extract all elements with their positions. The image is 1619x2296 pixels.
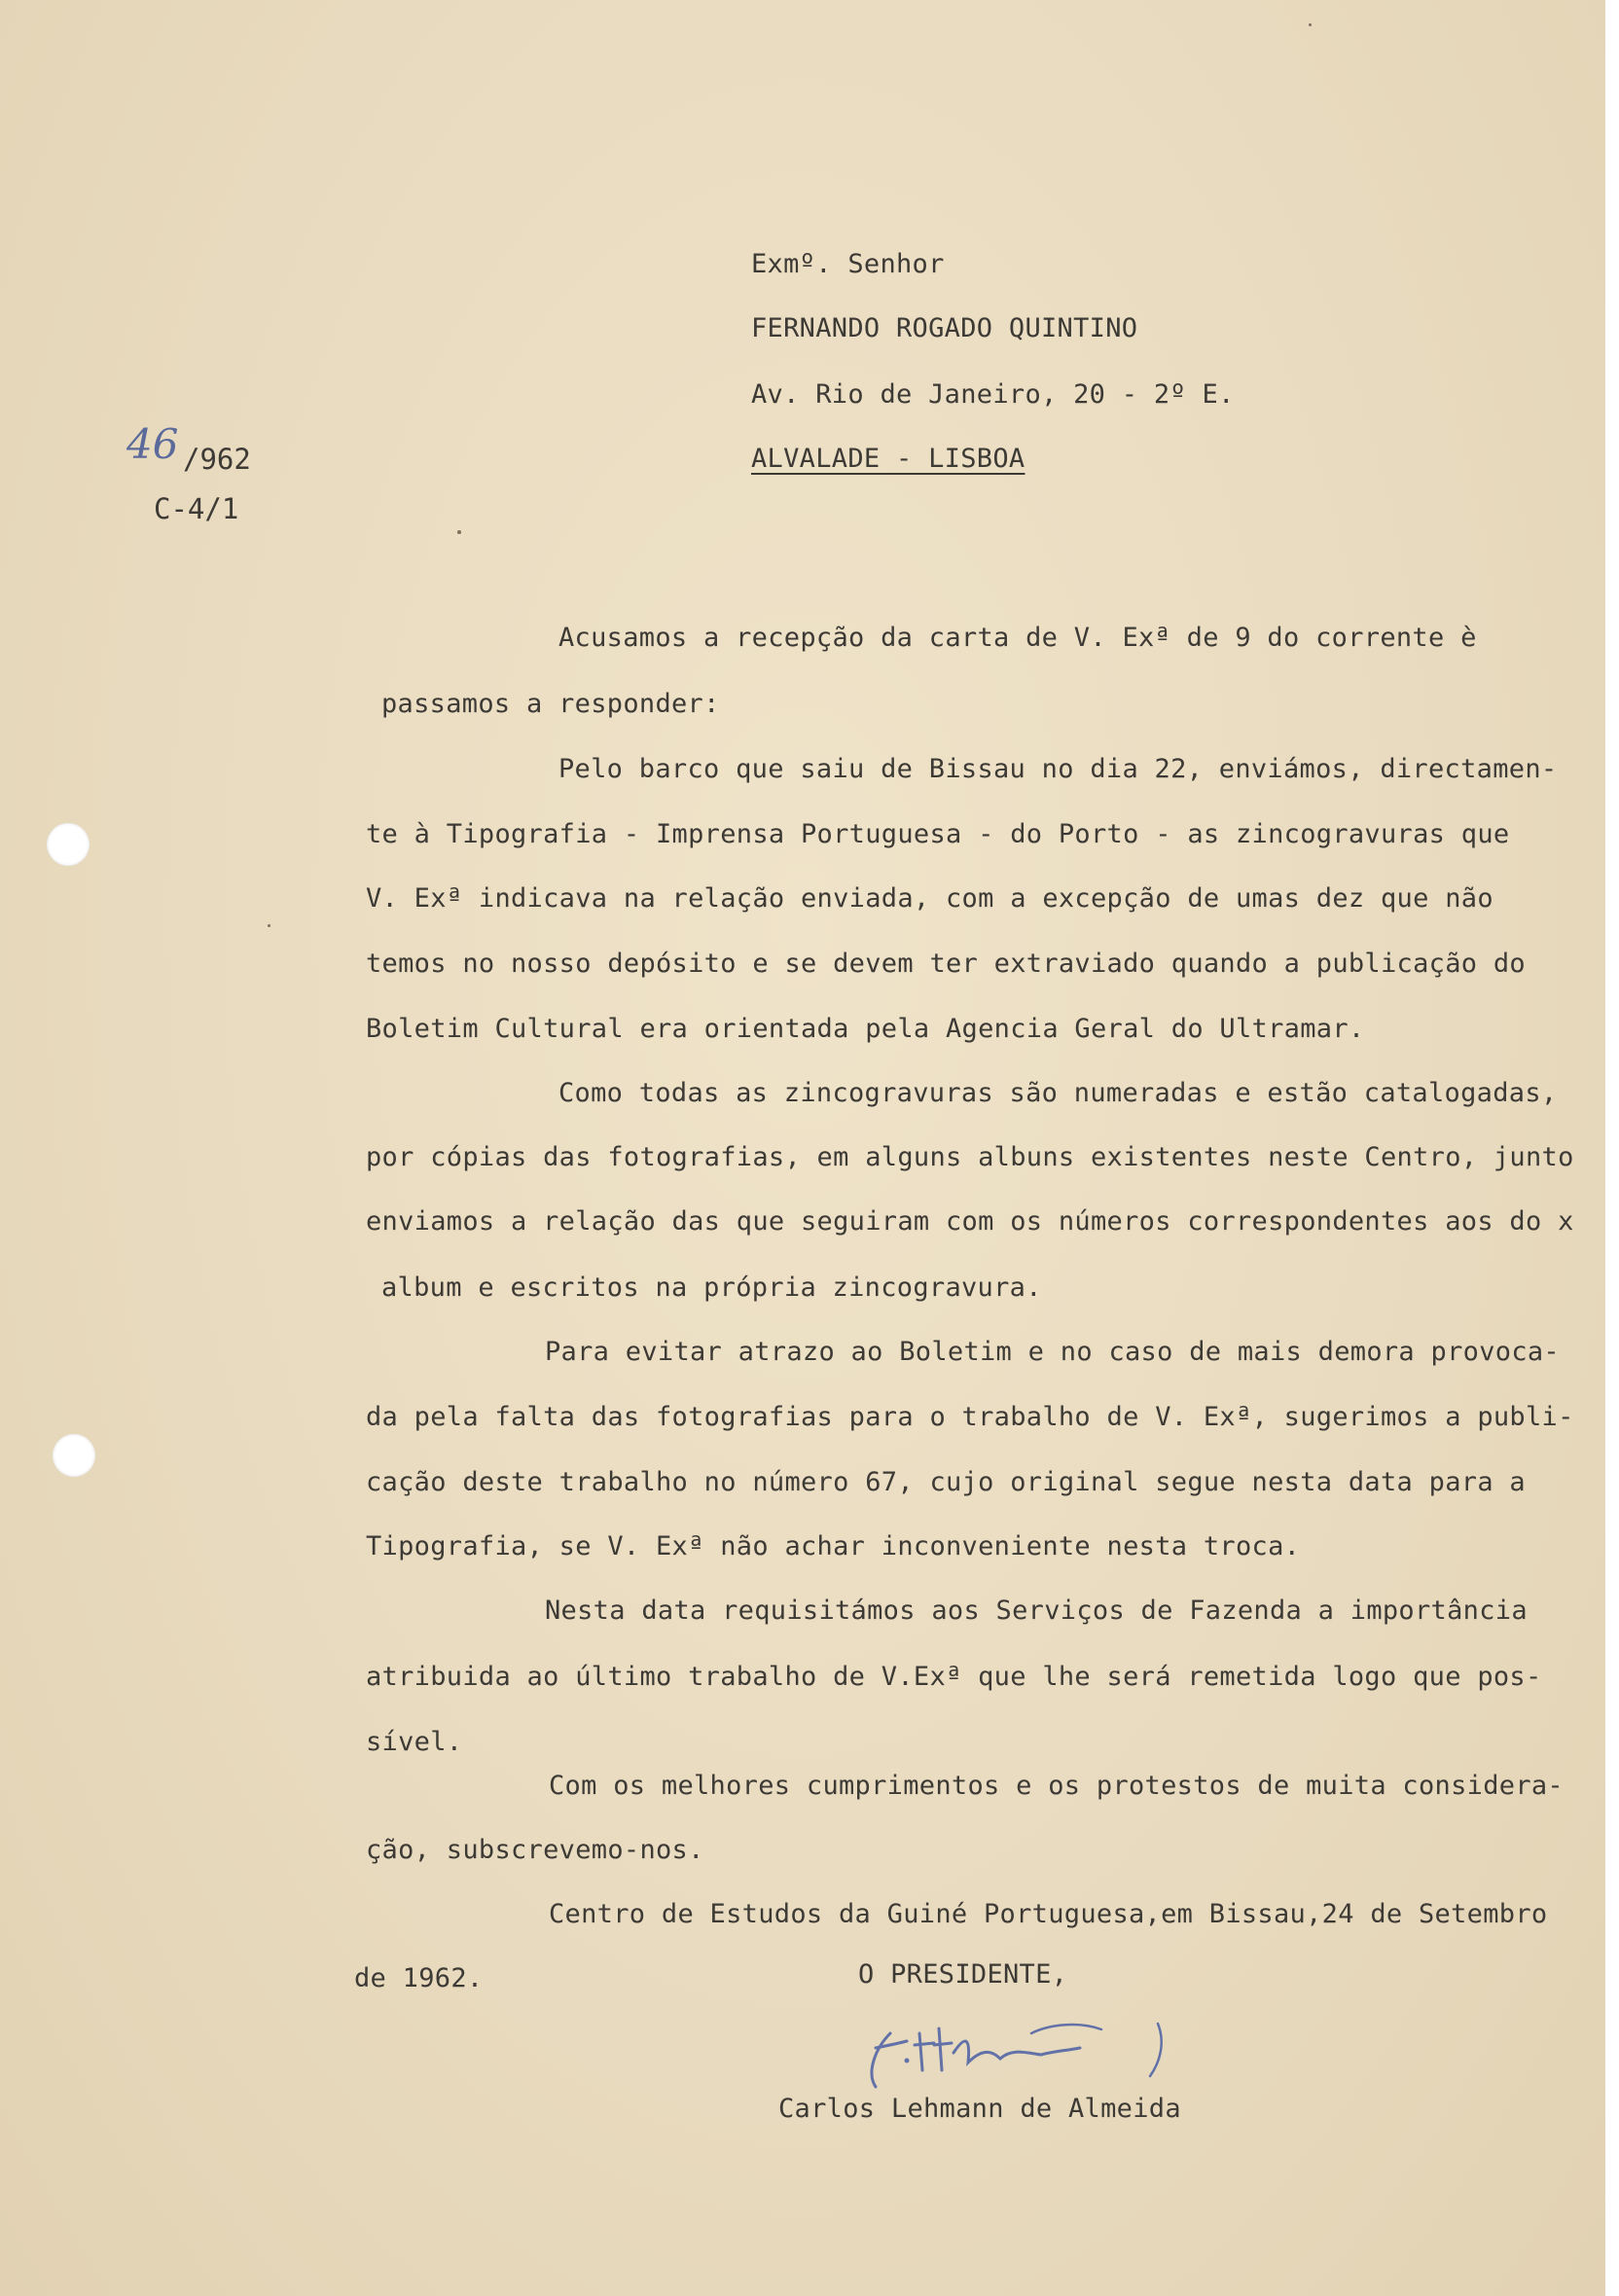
closing-year: de 1962. — [354, 1963, 484, 1993]
body-line: cação deste trabalho no número 67, cujo original segue nesta data para a — [366, 1467, 1526, 1497]
handwritten-signature — [846, 1994, 1177, 2101]
body-line: Para evitar atrazo ao Boletim e no caso de mais demora provoca- — [545, 1337, 1560, 1367]
reference-year: /962 — [183, 443, 251, 476]
body-line: Boletim Cultural era orientada pela Agencia Geral do Ultramar. — [366, 1014, 1365, 1044]
body-line: atribuida ao último trabalho de V.Exª que lhe será remetida logo que pos- — [366, 1662, 1542, 1692]
closing-signatory: Carlos Lehmann de Almeida — [778, 2094, 1181, 2124]
body-line: temos no nosso depósito e se devem ter extraviado quando a publicação do — [366, 949, 1526, 979]
body-line: ção, subscrevemo-nos. — [366, 1835, 704, 1865]
page-edge — [1605, 0, 1619, 2296]
body-line: da pela falta das fotografias para o trabalho de V. Exª, sugerimos a publi- — [366, 1402, 1574, 1432]
closing-title: O PRESIDENTE, — [858, 1959, 1068, 1990]
body-line: te à Tipografia - Imprensa Portuguesa - do Porto - as zincogravuras que — [366, 819, 1510, 849]
body-line: Tipografia, se V. Exª não achar inconveniente nesta troca. — [366, 1531, 1301, 1561]
body-line: Acusamos a recepção da carta de V. Exª de 9 do corrente è — [558, 623, 1477, 653]
body-line: por cópias das fotografias, em alguns albuns existentes neste Centro, junto — [366, 1142, 1574, 1172]
recipient-name: FERNANDO ROGADO QUINTINO — [751, 313, 1138, 343]
closing-place-date: Centro de Estudos da Guiné Portuguesa,em Bissau,24 de Setembro — [549, 1899, 1548, 1929]
recipient-street: Av. Rio de Janeiro, 20 - 2º E. — [751, 379, 1235, 410]
body-line: sível. — [366, 1727, 463, 1757]
reference-number-handwritten: 46 — [126, 420, 179, 468]
body-line: Como todas as zincogravuras são numeradas e estão catalogadas, — [558, 1078, 1558, 1108]
body-line: album e escritos na própria zincogravura. — [381, 1273, 1042, 1303]
recipient-city: ALVALADE - LISBOA — [751, 444, 1025, 474]
body-line: enviamos a relação das que seguiram com os números correspondentes aos do x — [366, 1206, 1574, 1237]
body-line: Nesta data requisitámos aos Serviços de Fazenda a importância — [545, 1596, 1528, 1626]
reference-code: C-4/1 — [154, 492, 239, 525]
recipient-salutation: Exmº. Senhor — [751, 249, 945, 279]
body-line: V. Exª indicava na relação enviada, com a excepção de umas dez que não — [366, 883, 1493, 914]
body-line: Com os melhores cumprimentos e os protestos de muita considera- — [549, 1771, 1564, 1801]
body-line: passamos a responder: — [381, 689, 720, 719]
body-line: Pelo barco que saiu de Bissau no dia 22, enviámos, directamen- — [558, 754, 1558, 784]
